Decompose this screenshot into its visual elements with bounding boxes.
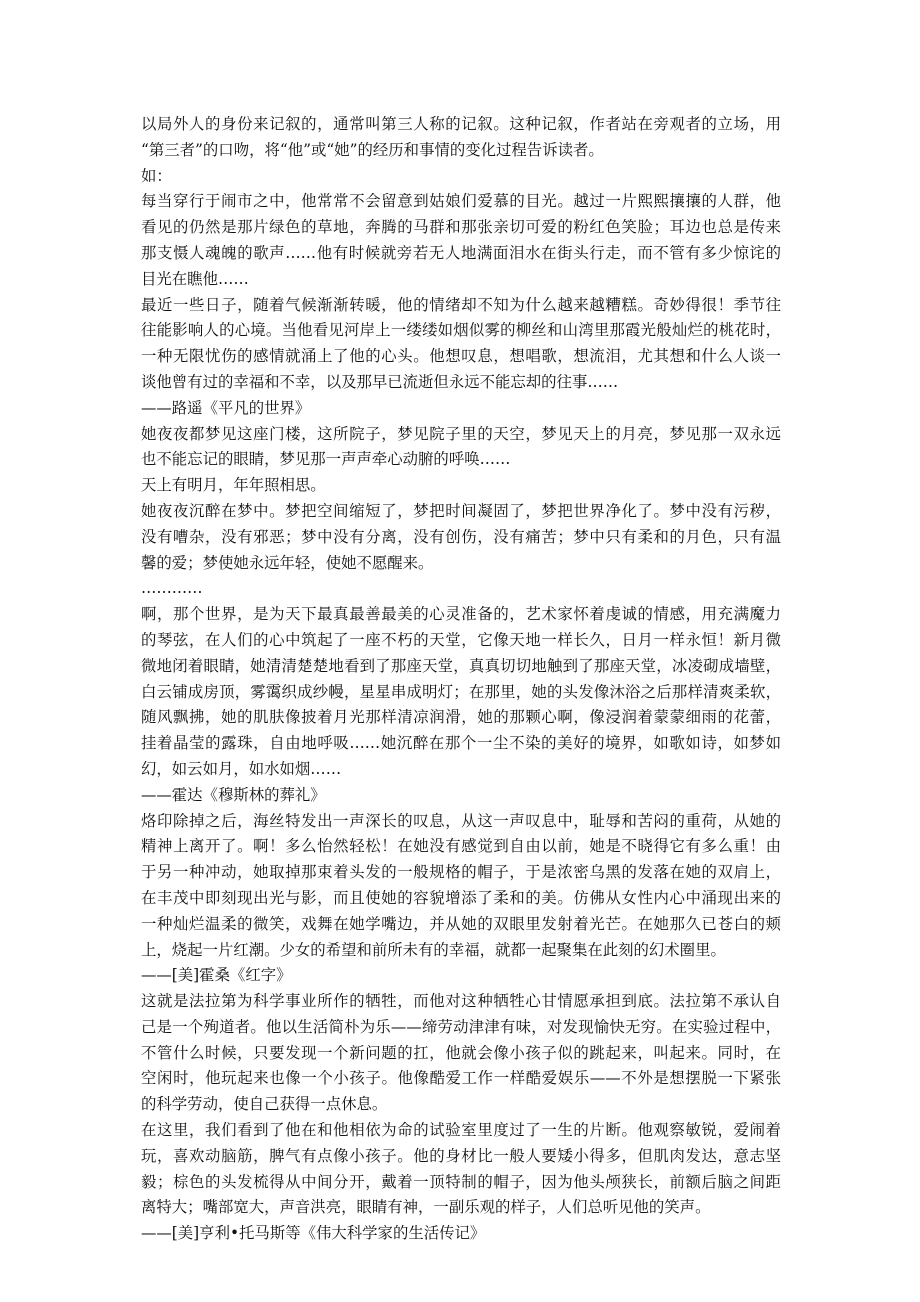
text-line: 看见的仍然是那片绿色的草地，奔腾的马群和那张亲切可爱的粉红色笑脸；耳边也总是传来 <box>141 218 781 237</box>
text-line: 空闲时，他玩起来也像一个小孩子。他像酷爱工作一样酷爱娱乐——不外是想摆脱一下紧张 <box>141 1069 781 1088</box>
text-line: 白云铺成房顶，雾霭织成纱幔，星星串成明灯；在那里，她的头发像沐浴之后那样清爽柔软， <box>141 682 781 701</box>
text-line: 最近一些日子，随着气候渐渐转暖，他的情绪却不知为什么越来越糟糕。奇妙得很！季节往 <box>141 295 781 314</box>
text-line: 啊，那个世界，是为天下最真最善最美的心灵准备的，艺术家怀着虔诚的情感，用充满魔力 <box>141 605 781 624</box>
text-line: 不管什么时候，只要发现一个新问题的扛，他就会像小孩子似的跳起来，叫起来。同时，在 <box>141 1043 781 1062</box>
text-line: ………… <box>141 579 203 598</box>
text-line: 谈他曾有过的幸福和不幸，以及那早已流逝但永远不能忘却的往事…… <box>141 372 619 391</box>
text-line: 没有嘈杂，没有邪恶；梦中没有分离，没有创伤，没有痛苦；梦中只有柔和的月色，只有温 <box>141 527 781 546</box>
text-line: 玩，喜欢动脑筋，脾气有点像小孩子。他的身材比一般人要矮小得多，但肌肉发达，意志坚 <box>141 1146 781 1165</box>
text-line: 于另一种冲动，她取掉那束着头发的一般规格的帽子，于是浓密乌黑的发落在她的双肩上， <box>141 863 781 882</box>
text-line: 馨的爱；梦使她永远年轻，使她不愿醒来。 <box>141 553 434 572</box>
text-line: 往能影响人的心境。当他看见河岸上一缕缕如烟似雾的柳丝和山湾里那霞光般灿烂的桃花时， <box>141 321 781 340</box>
text-line: 她夜夜都梦见这座门楼，这所院子，梦见院子里的天空，梦见天上的月亮，梦见那一双永远 <box>141 424 781 443</box>
text-line: 挂着晶莹的露珠，自由地呼吸……她沉醉在那个一尘不染的美好的境界，如歌如诗，如梦如 <box>141 734 781 753</box>
text-line: 的科学劳动，使自己获得一点休息。 <box>141 1095 388 1114</box>
text-line: 在这里，我们看到了他在和他相依为命的试验室里度过了一生的片断。他观察敏锐，爱闹着 <box>141 1121 781 1140</box>
text-line: 烙印除掉之后，海丝特发出一声深长的叹息，从这一声叹息中，耻辱和苦闷的重荷，从她的 <box>141 811 781 830</box>
text-line: “第三者”的口吻，将“他”或“她”的经历和事情的变化过程告诉读者。 <box>141 140 604 159</box>
text-line: 这就是法拉第为科学事业所作的牺牲，而他对这种牺牲心甘情愿承担到底。法拉第不承认自 <box>141 992 781 1011</box>
text-line: 的琴弦，在人们的心中筑起了一座不朽的天堂，它像天地一样长久，日月一样永恒！新月微 <box>141 630 781 649</box>
text-line: 己是一个殉道者。他以生活简朴为乐——缔劳动津津有味，对发现愉快无穷。在实验过程中， <box>141 1017 781 1036</box>
text-line: 以局外人的身份来记叙的，通常叫第三人称的记叙。这种记叙，作者站在旁观者的立场，用 <box>141 115 781 133</box>
text-line: 天上有明月，年年照相思。 <box>141 476 326 495</box>
text-line: 离特大；嘴部宽大，声音洪亮，眼睛有神，一副乐观的样子，人们总听见他的笑声。 <box>141 1198 711 1217</box>
text-line: 幻，如云如月，如水如烟…… <box>141 759 342 778</box>
text-line: 目光在瞧他…… <box>141 269 249 288</box>
document-body <box>141 112 781 1247</box>
text-line: 如： <box>141 166 172 185</box>
text-line: 随风飘拂，她的肌肤像披着月光那样清凉润滑，她的那颗心啊，像浸润着蒙蒙细雨的花蕾， <box>141 708 781 727</box>
text-line: 一种灿烂温柔的微笑，戏舞在她学嘴边，并从她的双眼里发射着光芒。在她那久已苍白的颊 <box>141 914 781 933</box>
text-line: 每当穿行于闹市之中，他常常不会留意到姑娘们爱慕的目光。越过一片熙熙攘攘的人群，他 <box>141 192 781 211</box>
text-line: ——[美]亨利•托马斯等《伟大科学家的生活传记》 <box>141 1224 486 1243</box>
text-line: ——路遥《平凡的世界》 <box>141 398 311 417</box>
text-line: 上，烧起一片红潮。少女的希望和前所未有的幸福，就都一起聚集在此刻的幻术圈里。 <box>141 940 726 959</box>
text-line: 那支慑人魂魄的歌声……他有时候就旁若无人地满面泪水在街头行走，而不管有多少惊诧的 <box>141 243 781 262</box>
text-line: ——[美]霍桑《红字》 <box>141 966 292 985</box>
text-line: 毅；棕色的头发梳得从中间分开，戴着一顶特制的帽子，因为他头颅狭长，前额后脑之间距 <box>141 1172 781 1191</box>
text-line: 在丰茂中即刻现出光与影，而且使她的容貌增添了柔和的美。仿佛从女性内心中涌现出来的 <box>141 888 781 907</box>
text-line: 微地闭着眼睛，她清清楚楚地看到了那座天堂，真真切切地触到了那座天堂，冰凌砌成墙壁， <box>141 656 781 675</box>
text-line: 一种无限忧伤的感情就涌上了他的心头。他想叹息，想唱歌，想流泪，尤其想和什么人谈一 <box>141 347 781 366</box>
text-line: 她夜夜沉醉在梦中。梦把空间缩短了，梦把时间凝固了，梦把世界净化了。梦中没有污秽， <box>141 501 781 520</box>
text-line: ——霍达《穆斯林的葬礼》 <box>141 785 326 804</box>
text-line: 精神上离开了。啊！多么怡然轻松！在她没有感觉到自由以前，她是不晓得它有多么重！由 <box>141 837 781 856</box>
text-line: 也不能忘记的眼睛，梦见那一声声牵心动腑的呼唤…… <box>141 450 511 469</box>
